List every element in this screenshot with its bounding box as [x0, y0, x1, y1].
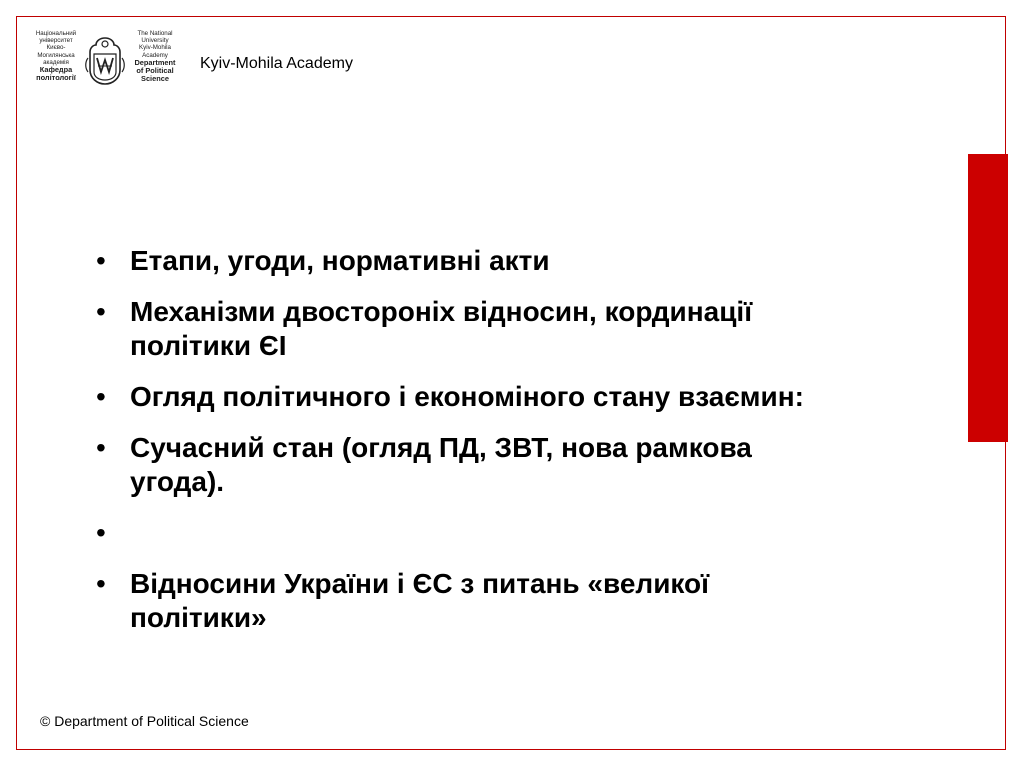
bullet-marker: •	[96, 381, 106, 412]
logo-ua-line: Києво-	[46, 44, 66, 52]
logo-ua-line: університет	[39, 37, 73, 45]
bullet-marker: •	[96, 245, 106, 276]
bullet-item-high-politics	[92, 567, 832, 635]
bullet-item-mechanisms	[92, 295, 832, 363]
bullet-item-current-state	[92, 431, 832, 499]
logo-en-line: Kyiv-Mohila	[139, 44, 171, 52]
logo-en-line: University	[141, 37, 169, 45]
academy-name: Kyiv-Mohila Academy	[200, 55, 353, 72]
university-logo	[28, 28, 182, 86]
logo-en-department: Science	[141, 73, 169, 83]
bullet-marker: •	[96, 296, 106, 327]
logo-en-line: The National	[137, 30, 173, 37]
logo-en-department: Department	[134, 57, 176, 67]
logo-en-department: of Political	[136, 65, 174, 75]
logo-text-english	[128, 30, 182, 83]
bullet-text: Відносини України і ЄС з питань «великої політики»	[130, 568, 710, 633]
logo-ua-department: Кафедра	[39, 65, 73, 75]
bullet-item-stages	[92, 244, 832, 278]
academy-emblem-icon	[84, 36, 126, 86]
bullet-list	[92, 244, 832, 652]
bullet-marker: •	[96, 432, 106, 463]
logo-en-line: Academy	[142, 51, 168, 59]
logo-ua-line: Могилянська	[37, 51, 75, 59]
bullet-text: Огляд політичного і економіного стану взаємин:	[130, 381, 804, 412]
bullet-marker: •	[96, 568, 106, 599]
bullet-item-overview	[92, 380, 832, 414]
logo-text-ukrainian	[28, 30, 84, 82]
logo-ua-line: академія	[43, 58, 69, 66]
footer-copyright: © Department of Political Science	[40, 713, 249, 729]
bullet-text: Механізми двостороніх відносин, кординації політики ЄІ	[130, 296, 753, 361]
logo-ua-department: політології	[36, 73, 76, 83]
bullet-item-empty	[92, 516, 832, 550]
logo-ua-line: Національний	[35, 30, 77, 37]
bullet-text: Етапи, угоди, нормативні акти	[130, 245, 550, 276]
bullet-marker: •	[96, 517, 106, 548]
bullet-text: Сучасний стан (огляд ПД, ЗВТ, нова рамкова угода).	[130, 432, 752, 497]
red-accent-bar	[968, 154, 1008, 442]
